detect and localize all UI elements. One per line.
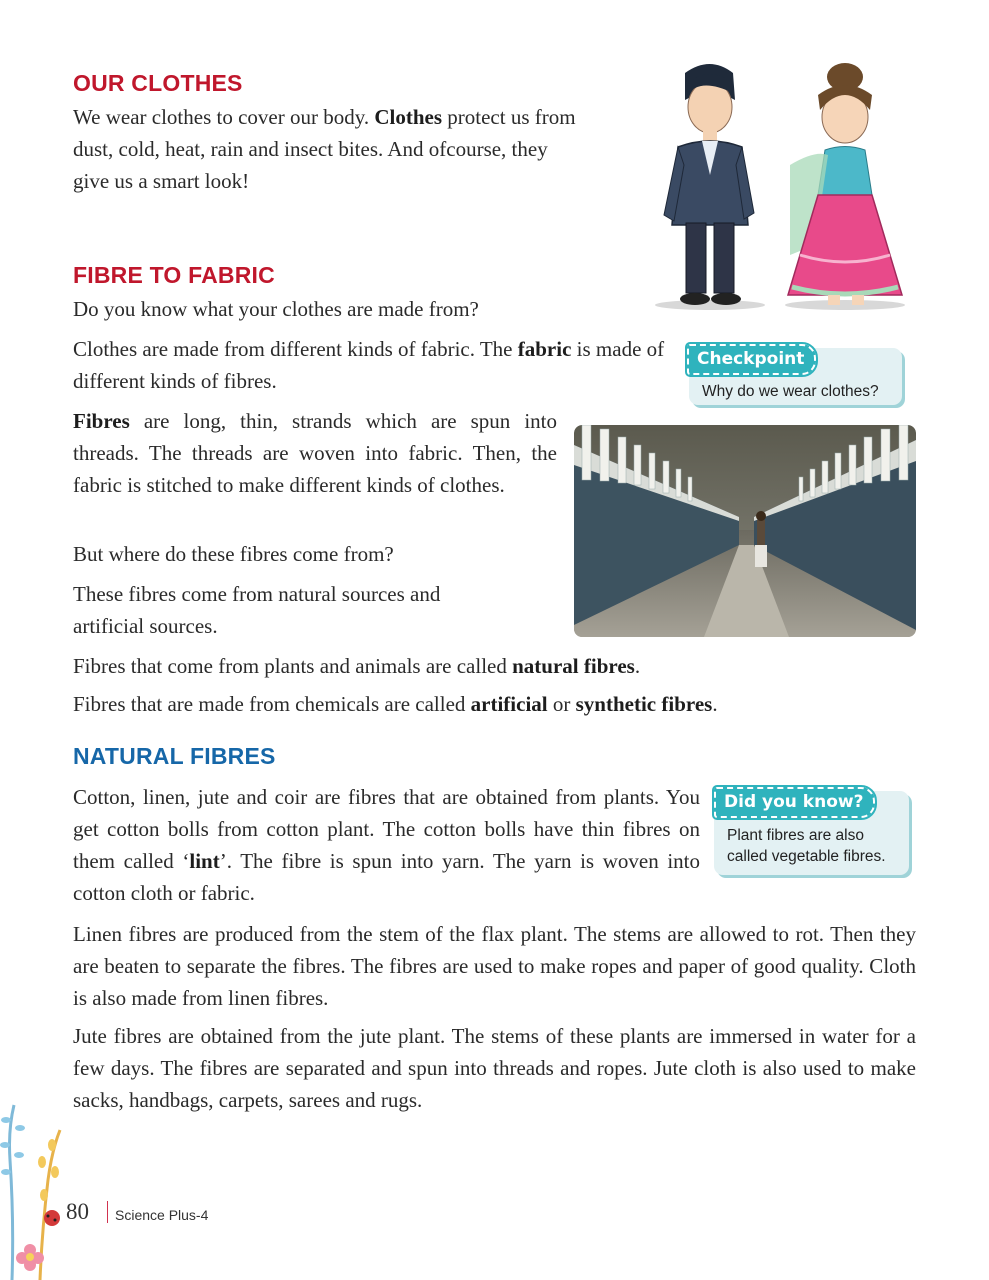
paragraph-natural-fibres-def [73, 650, 933, 682]
paragraph-question: Do you know what your clothes are made from? [73, 297, 479, 321]
bold-term-fabric: fabric [517, 337, 572, 361]
girl-figure [788, 63, 902, 305]
text-span: Clothes are made from different kinds of fabric. The [73, 337, 518, 361]
text-span: Fibres that come from plants and animals are called [73, 654, 513, 678]
paragraph-fabric [73, 333, 678, 397]
text-span: or [547, 692, 576, 716]
heading-our-clothes: OUR CLOTHES [73, 70, 243, 96]
bold-term-artificial: artificial [470, 692, 548, 716]
heading-natural-fibres: NATURAL FIBRES [73, 743, 276, 769]
did-you-know-callout [714, 791, 909, 875]
text-span: We wear clothes to cover our body. [73, 105, 375, 129]
checkpoint-question: Why do we wear clothes? [702, 383, 879, 400]
page-number: 80 [66, 1199, 89, 1224]
did-you-know-tag: Did you know? [714, 787, 875, 818]
bold-term-lint: lint [189, 849, 220, 873]
text-span: Cotton, linen, jute and coir are fibres that are obtained from plants. You get cotton bolls from cotton plant. The cotton bolls have thin fibres on them called ‘ [73, 785, 700, 873]
bold-term-clothes: Clothes [374, 105, 443, 129]
text-span: . [634, 654, 641, 678]
spinning-mill-photo [574, 425, 916, 637]
did-you-know-line1: Plant fibres are also [727, 827, 864, 844]
checkpoint-callout [689, 348, 902, 405]
paragraph-cotton [73, 781, 700, 909]
did-you-know-line2: called vegetable fibres. [727, 848, 886, 865]
text-span: are long, thin, strands which are spun into threads. The threads are woven into fabric. Then, the fabric is stitched to make different kinds of clothes. [73, 409, 557, 497]
paragraph-synthetic-fibres-def [73, 688, 933, 720]
text-span: Fibres that are made from chemicals are called [73, 692, 471, 716]
text-span: is made of different kinds of fibres. [73, 337, 665, 393]
footer-divider [107, 1201, 108, 1223]
bold-term-natural-fibres: natural fibres [512, 654, 635, 678]
text-span: ’. The fibre is spun into yarn. The yarn is woven into cotton cloth or fabric. [73, 849, 700, 905]
floral-decoration [0, 1100, 70, 1280]
paragraph-fibres-definition [73, 405, 557, 501]
paragraph-fibre-source-question: But where do these fibres come from? [73, 542, 394, 566]
heading-fibre-to-fabric: FIBRE TO FABRIC [73, 262, 275, 288]
bold-term-synthetic-fibres: synthetic fibres [575, 692, 713, 716]
paragraph-linen: Linen fibres are produced from the stem of the flax plant. The stems are allowed to rot. Then they are beaten to separate the fibres. The fibres are used to make ropes and paper of good quality. Cloth is also made from linen fibres. [73, 922, 916, 1010]
children-illustration [640, 55, 915, 320]
bold-term-fibres: Fibres [73, 409, 130, 433]
book-title: Science Plus-4 [115, 1207, 209, 1223]
paragraph-jute: Jute fibres are obtained from the jute plant. The stems of these plants are immersed in water for a few days. The fibres are separated and spun into threads and ropes. Jute cloth is also used to make sacks, handbags, carpets, sarees and rugs. [73, 1024, 916, 1112]
checkpoint-tag: Checkpoint [687, 344, 816, 375]
text-span: . [712, 692, 718, 716]
paragraph-fibre-sources: These fibres come from natural sources and artificial sources. [73, 582, 441, 638]
boy-figure [664, 64, 754, 305]
paragraph-clothes-purpose [73, 101, 583, 197]
text-span: protect us from dust, cold, heat, rain and insect bites. And ofcourse, they give us a smart look! [73, 105, 576, 193]
